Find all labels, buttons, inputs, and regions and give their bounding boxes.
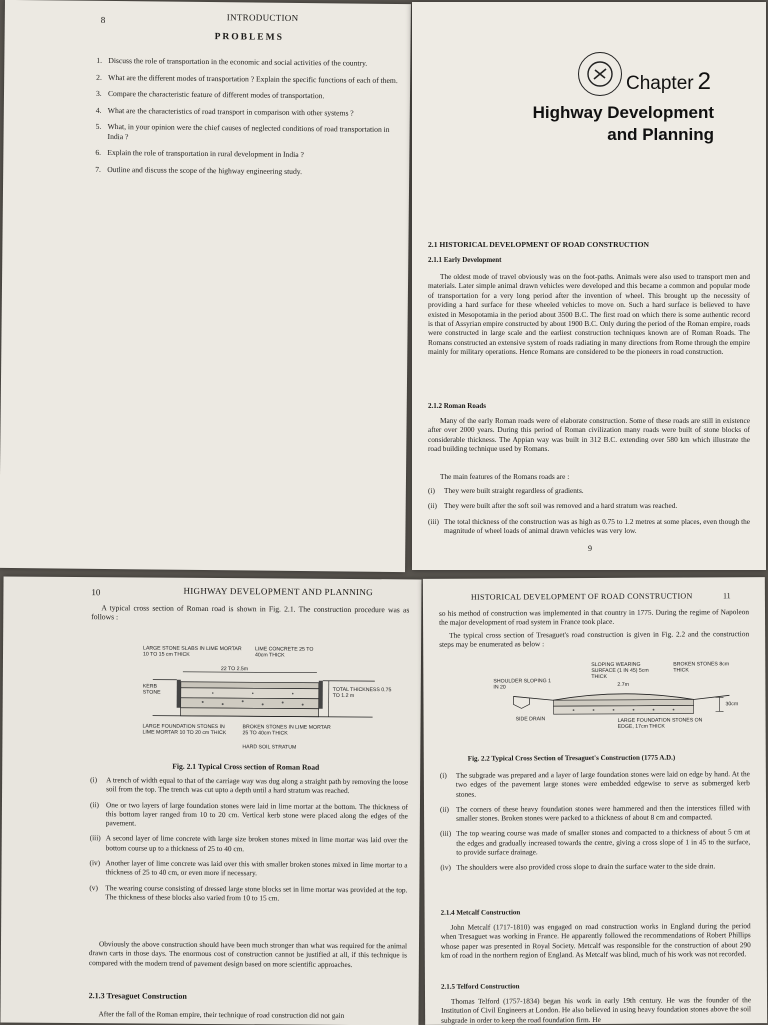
item-number: 5. xyxy=(95,121,102,131)
step-item xyxy=(440,862,750,873)
item-number: (v) xyxy=(89,882,98,892)
label-wearing-surface: SLOPING WEARING SURFACE (1 IN 45) 5cm THICK xyxy=(591,661,649,681)
item-number: (ii) xyxy=(89,799,99,809)
chapter-title-line-1: Highway Development xyxy=(532,103,714,122)
figure-roman-road xyxy=(142,644,393,756)
chapter-heading xyxy=(626,68,711,96)
step-item xyxy=(440,803,750,823)
problem-item xyxy=(96,105,401,118)
label-depth: 30cm xyxy=(725,701,739,708)
feature-item xyxy=(428,517,750,536)
figure-tresaguet xyxy=(493,659,743,740)
page-number: 11 xyxy=(722,591,731,601)
item-text: Explain the role of transportation in rural development in India ? xyxy=(107,147,304,160)
page-number: 9 xyxy=(588,544,592,553)
label-side-drain: SIDE DRAIN xyxy=(515,716,546,723)
item-text: One or two layers of large foundation stones were laid in lime mortar at the bottom. The thickness of this bottom layer ranged from 10 to 20 cm. Vertical kerb stone were placed along the edges of the pavement. xyxy=(105,799,408,828)
item-number: (ii) xyxy=(428,501,437,511)
item-text: What are the characteristics of road transport in comparison with other systems ? xyxy=(107,105,354,118)
problem-item xyxy=(95,148,400,161)
section-title: PROBLEMS xyxy=(214,32,284,43)
item-number: 3. xyxy=(95,88,102,98)
label-foundation: LARGE FOUNDATION STONES ON EDGE, 17cm THICK xyxy=(617,717,703,730)
subsection-heading: 2.1.1 Early Development xyxy=(428,256,502,264)
item-text: The subgrade was prepared and a layer of large foundation stones were laid on edge by hand. At the two edges of the pavement large stones were embedded edgewise to serve as submerged kerb stones. xyxy=(455,769,750,799)
steps-list xyxy=(89,775,408,909)
subsection-heading: 2.1.3 Tresaguet Construction xyxy=(88,991,187,1001)
paragraph: John Metcalf (1717-1810) was engaged on road construction works in England during the period when Tresaguet was working in France. He apparently followed the recommendations of Robert Phillips whose paper was presented in Royal Society. Metcalf was responsible for the construction of about 290 km of road in the northern region of England. As Metcalf was blind, much of his work was not recorded. xyxy=(440,921,751,961)
feature-item xyxy=(428,486,750,495)
label-hard-soil: HARD SOIL STRATUM xyxy=(242,744,297,751)
problem-item xyxy=(96,122,401,144)
item-number: (iii) xyxy=(89,833,101,843)
paragraph: Thomas Telford (1757-1834) began his work in early 19th century. He was the founder of the Institution of Civil Engineers at London. He also believed in using heavy foundation stones above the soil subgrade in order to keep the road foundation firm. He xyxy=(441,995,752,1025)
page-11 xyxy=(423,577,767,1025)
problems-list xyxy=(95,56,401,184)
problem-item xyxy=(95,164,400,177)
item-text: What, in your opinion were the chief causes of neglected conditions of road transportation in India ? xyxy=(107,121,390,141)
problem-item xyxy=(96,89,401,102)
item-number: 7. xyxy=(95,164,101,174)
paragraph: After the fall of the Roman empire, their technique of road construction did not gain xyxy=(98,1009,345,1020)
chapter-title-line-2: and Planning xyxy=(607,125,714,144)
item-text: What are the different modes of transportation ? Explain the specific functions of each of them. xyxy=(108,72,398,85)
item-number: (i) xyxy=(428,486,435,495)
item-text: Compare the characteristic feature of different modes of transportation. xyxy=(107,88,325,101)
item-text: A trench of width equal to that of the carriage way was dug along a straight path by removing the loose soil from the top. The trench was cut upto a depth until a hard stratum was reached. xyxy=(106,775,409,796)
section-heading: 2.1 HISTORICAL DEVELOPMENT OF ROAD CONSTRUCTION xyxy=(428,240,649,249)
page-9 xyxy=(412,2,766,570)
page-10 xyxy=(0,577,421,1025)
item-text: The wearing course consisting of dressed large stone blocks set in lime mortar was provided at the top. The thickness of these blocks also varied from 10 to 15 cm. xyxy=(105,882,408,903)
label-kerb: KERB STONE xyxy=(142,683,161,696)
chapter-title xyxy=(492,102,714,146)
item-number: (iii) xyxy=(440,829,452,839)
step-item xyxy=(89,883,407,904)
page-8 xyxy=(0,0,411,572)
item-text: The total thickness of the construction was as high as 0.75 to 1.2 metres at some places, even though the magnitude of wheel loads of animal drawn vehicles was very low. xyxy=(444,516,750,535)
label-broken-stones: BROKEN STONES 8cm THICK xyxy=(673,661,730,674)
step-item xyxy=(90,775,408,796)
subsection-heading: 2.1.5 Telford Construction xyxy=(440,982,520,991)
paragraph: The oldest mode of travel obviously was on the foot-paths. Animals were also used to transport men and materials. Later simple animal drawn vehicles were developed and this became a common and popular mode of transportation for a very long period after the invention of wheel. This brought up the necessity of providing a hard surface for these wheeled vehicles to move on. Such a hard surface is believed to have existed in Mesopotamia in the period about 3500 B.C. The first road on which there is some authentic record is that of Assyrian empire constructed by about 1900 B.C. Only during the period of the Roman empire, roads were constructed in large scale and the earliest construction techniques known are of Roman Roads. The Romans constructed an extensive system of roads radiating in many directions from Rome through the empire mainly for military operations. Hence Romans are considered to be the pioneers in road construction. xyxy=(428,272,750,357)
label-shoulder: SHOULDER SLOPING 1 IN 20 xyxy=(493,678,552,691)
item-number: (i) xyxy=(90,775,98,785)
page-number: 8 xyxy=(100,14,106,25)
item-number: (iv) xyxy=(440,863,451,873)
paragraph: Obviously the above construction should have been much stronger than what was required for the animal drawn carts in those days. The enormous cost of construction cannot be justified at all, if this technique is compared with the modern trend of pavement design based on more scientific approaches. xyxy=(88,939,408,969)
label-broken-stones: BROKEN STONES IN LIME MORTAR 25 TO 40cm THICK xyxy=(242,724,331,737)
subsection-heading: 2.1.2 Roman Roads xyxy=(428,402,486,410)
item-number: (iv) xyxy=(89,858,101,868)
step-item xyxy=(90,834,408,855)
paragraph: The typical cross section of Tresaguet's road construction is given in Fig. 2.2 and the construction steps may be enumerated as below : xyxy=(439,629,750,650)
paragraph: so his method of construction was implemented in that country in 1775. During the regime of Napoleon the major development of road system in France took place. xyxy=(438,607,750,628)
figure-caption: Fig. 2.2 Typical Cross Section of Tresaguet's Construction (1775 A.D.) xyxy=(467,753,676,763)
step-item xyxy=(440,769,750,799)
features-intro: The main features of the Romans roads are : xyxy=(440,472,570,481)
problem-item xyxy=(96,72,401,85)
item-number: (iii) xyxy=(428,516,439,526)
item-number: (ii) xyxy=(440,804,449,814)
step-item xyxy=(89,858,407,879)
roman-road-diagram xyxy=(142,644,393,756)
figure-caption: Fig. 2.1 Typical Cross section of Roman Road xyxy=(172,761,320,772)
chapter-label: Chapter xyxy=(626,73,694,94)
label-total-thickness: TOTAL THICKNESS 0.75 TO 1.2 m xyxy=(332,686,392,699)
item-text: Outline and discuss the scope of the highway engineering study. xyxy=(107,164,303,176)
running-head: INTRODUCTION xyxy=(226,12,299,23)
step-item xyxy=(440,828,750,858)
running-head: HIGHWAY DEVELOPMENT AND PLANNING xyxy=(183,585,374,598)
step-item xyxy=(90,800,408,830)
features-list xyxy=(428,486,750,541)
item-text: Another layer of lime concrete was laid over this with smaller broken stones mixed in lime mortar to a thickness of 25 to 40 cm, or even more if necessary. xyxy=(105,858,408,878)
label-width: 2.7m xyxy=(617,681,629,688)
paragraph: A typical cross section of Roman road is shown in Fig. 2.1. The construction procedure was as follows : xyxy=(91,603,410,622)
page-number: 10 xyxy=(91,587,101,598)
item-number: 4. xyxy=(95,105,102,115)
item-number: 1. xyxy=(96,55,103,65)
chapter-number: 2 xyxy=(697,68,711,95)
item-number: (i) xyxy=(439,770,447,780)
label-width: 22 TO 2.5m xyxy=(220,666,249,673)
steps-list xyxy=(440,769,751,878)
item-text: Discuss the role of transportation in the economic and social activities of the country. xyxy=(108,55,368,68)
item-text: The top wearing course was made of smaller stones and compacted to a thickness of about 5 cm at the edges and gradually increased towards the centre, giving a cross slope of 1 in 45 to the surface, to provide surface drainage. xyxy=(456,827,751,857)
label-slabs: LARGE STONE SLABS IN LIME MORTAR 10 TO 15 cm THICK xyxy=(143,645,242,658)
chapter-emblem-icon xyxy=(578,52,622,96)
problem-item xyxy=(96,56,401,69)
subsection-heading: 2.1.4 Metcalf Construction xyxy=(440,908,521,917)
label-foundation: LARGE FOUNDATION STONES IN LIME MORTAR 10 TO 20 cm THICK xyxy=(142,723,227,737)
item-number: 6. xyxy=(95,147,102,157)
paragraph: Many of the early Roman roads were of elaborate construction. Some of these roads are still in existence after over 2000 years. During this period of Roman civilization many roads were built of stone blocks of considerable thickness. The Appian way was built in 312 B.C. extending over 580 km which illustrate the road building technique used by Romans. xyxy=(428,416,750,454)
item-text: They were built straight regardless of gradients. xyxy=(444,486,584,495)
item-text: They were built after the soft soil was removed and a hard stratum was reached. xyxy=(444,501,678,511)
item-text: A second layer of lime concrete with large size broken stones mixed in lime mortar was laid over the bottom course up to a thickness of 25 to 40 cm. xyxy=(105,833,408,854)
running-head: HISTORICAL DEVELOPMENT OF ROAD CONSTRUCTION xyxy=(470,591,693,602)
item-text: The shoulders were also provided cross slope to drain the surface water to the side drain. xyxy=(456,861,716,873)
feature-item xyxy=(428,501,750,510)
item-number: 2. xyxy=(96,72,102,82)
item-text: The corners of these heavy foundation stones were hammered and then the interstices filled with smaller stones. Broken stones were packed to a thickness of about 8 cm and compacted. xyxy=(456,803,751,823)
label-concrete: LIME CONCRETE 25 TO 40cm THICK xyxy=(254,646,314,659)
